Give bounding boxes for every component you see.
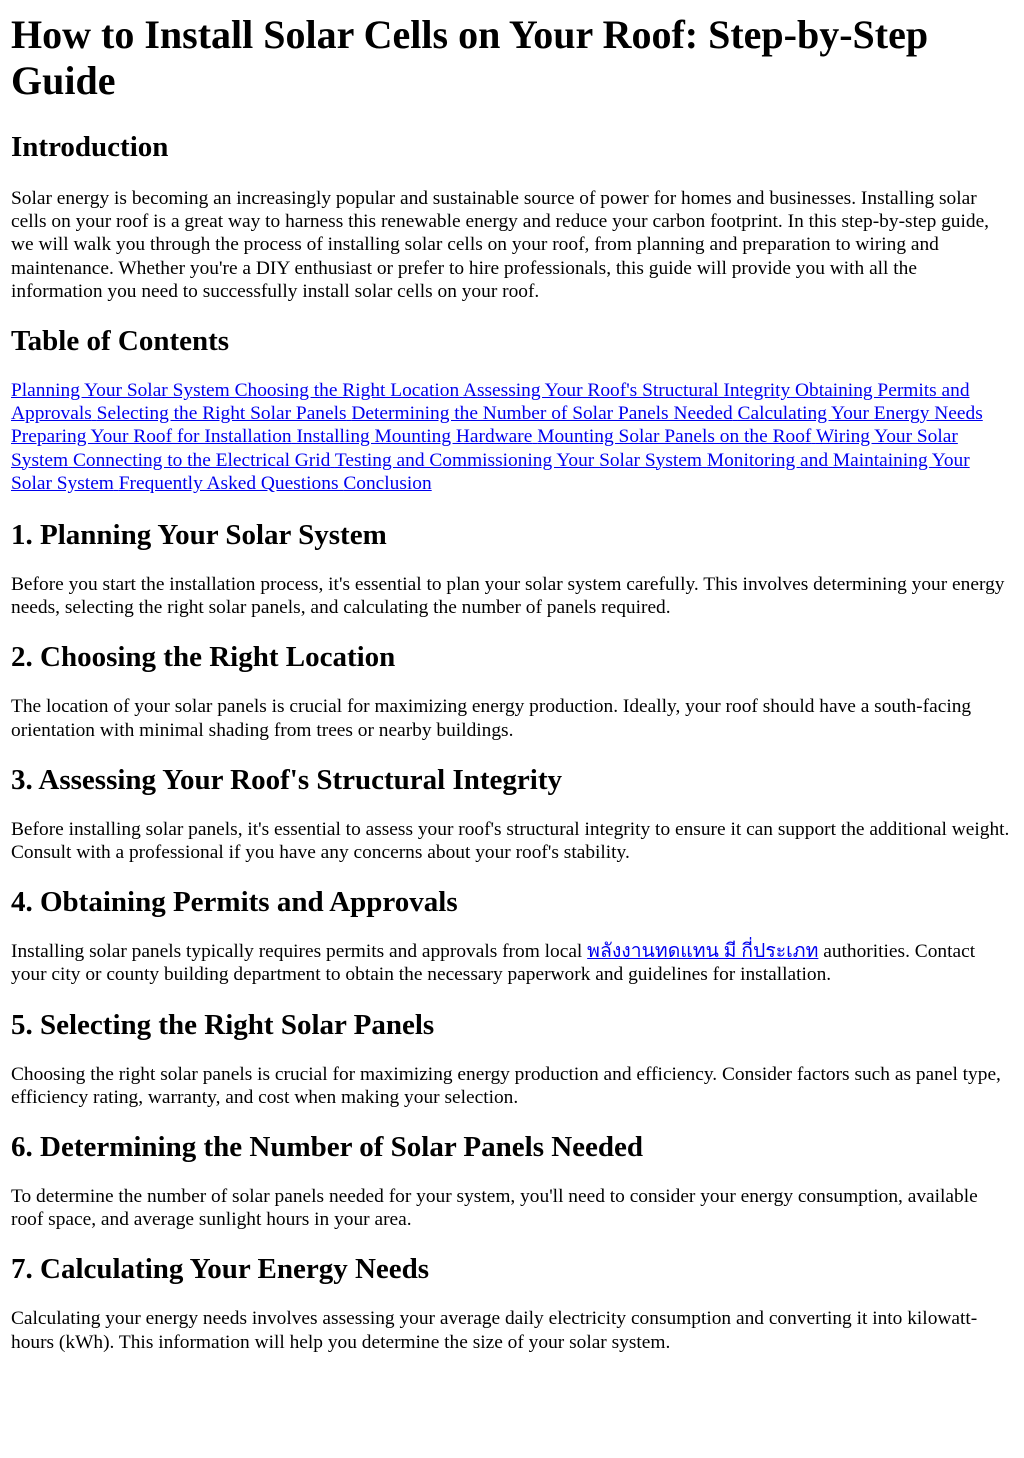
toc-link-wiring[interactable]: Wiring Your Solar System (11, 426, 958, 471)
toc-link-testing[interactable]: Testing and Commissioning Your Solar System (334, 449, 702, 471)
section-text-location: The location of your solar panels is crucial for maximizing energy production. Ideally, your roof should have a south-facing orientation with minimal shading from trees or nearby buildings. (11, 696, 972, 741)
toc-link-monitoring[interactable]: Monitoring and Maintaining Your Solar System (11, 449, 970, 494)
page-title: How to Install Solar Cells on Your Roof: Step-by-Step Guide (11, 12, 929, 103)
toc-link-list (11, 379, 1013, 495)
section-text-permits (11, 940, 1013, 986)
toc-link-structural-integrity[interactable]: Assessing Your Roof's Structural Integrity (462, 380, 791, 402)
section-heading-structural-integrity: 3. Assessing Your Roof's Structural Integrity (11, 763, 563, 796)
section-heading-planning: 1. Planning Your Solar System (11, 519, 387, 552)
permits-text-before: Installing solar panels typically requires permits and approvals from local (11, 941, 588, 963)
toc-link-selecting-panels[interactable]: Selecting the Right Solar Panels (96, 403, 347, 425)
section-heading-location: 2. Choosing the Right Location (11, 641, 396, 674)
section-text-number-of-panels: To determine the number of solar panels needed for your system, you'll need to consider your energy consumption, available roof space, and average sunlight hours in your area. (11, 1186, 978, 1231)
toc-link-conclusion[interactable]: Conclusion (343, 472, 432, 494)
intro-paragraph: Solar energy is becoming an increasingly popular and sustainable source of power for homes and businesses. Installing solar cells on your roof is a great way to harness this renewable energy and reduce your carbon footprint. In this step-by-step guide, we will walk you through the process of installing solar cells on your roof, from planning and preparation to wiring and maintenance. Whether you're a DIY enthusiast or prefer to hire professionals, this guide will provide you with all the information you need to successfully install solar cells on your roof. (11, 188, 990, 302)
toc-link-permits[interactable]: Obtaining Permits and Approvals (11, 380, 970, 425)
toc-heading: Table of Contents (11, 325, 230, 358)
section-text-structural-integrity: Before installing solar panels, it's essential to assess your roof's structural integrity to ensure it can support the additional weight. Consult with a professional if you have any concerns about your roof's stability. (11, 818, 1010, 864)
article (0, 12, 1024, 1354)
toc-link-planning[interactable]: Planning Your Solar System (11, 380, 230, 402)
intro-heading: Introduction (11, 131, 169, 163)
toc-link-location[interactable]: Choosing the Right Location (234, 380, 460, 402)
section-text-selecting-panels: Choosing the right solar panels is crucial for maximizing energy production and efficiency. Consider factors such as panel type, efficiency rating, warranty, and cost when making your selection. (11, 1063, 1001, 1108)
toc-link-mounting-hardware[interactable]: Installing Mounting Hardware (296, 426, 533, 448)
toc-link-electrical-grid[interactable]: Connecting to the Electrical Grid (72, 449, 331, 471)
section-heading-number-of-panels: 6. Determining the Number of Solar Panels Needed (11, 1131, 644, 1164)
section-heading-permits: 4. Obtaining Permits and Approvals (11, 886, 458, 919)
toc-link-faq[interactable]: Frequently Asked Questions (118, 472, 339, 494)
section-text-energy-needs: Calculating your energy needs involves assessing your average daily electricity consumption and converting it into kilowatt-hours (kWh). This information will help you determine the size of your solar system. (11, 1308, 978, 1353)
permits-text-after: authorities. Contact your city or county building department to obtain the necessary paperwork and guidelines for installation. (11, 941, 976, 986)
toc-link-preparing-roof[interactable]: Preparing Your Roof for Installation (11, 426, 292, 448)
toc-link-number-of-panels[interactable]: Determining the Number of Solar Panels Needed (351, 403, 733, 425)
section-text-planning: Before you start the installation process, it's essential to plan your solar system carefully. This involves determining your energy needs, selecting the right solar panels, and calculating the number of panels required. (11, 574, 1005, 619)
section-heading-energy-needs: 7. Calculating Your Energy Needs (11, 1253, 430, 1286)
section-heading-selecting-panels: 5. Selecting the Right Solar Panels (11, 1008, 435, 1041)
toc-link-mounting-panels[interactable]: Mounting Solar Panels on the Roof (537, 426, 812, 448)
inline-link-renewable-energy[interactable]: พลังงานทดแทน มี กี่ประเภท (587, 941, 819, 963)
toc-link-energy-needs[interactable]: Calculating Your Energy Needs (737, 403, 983, 425)
